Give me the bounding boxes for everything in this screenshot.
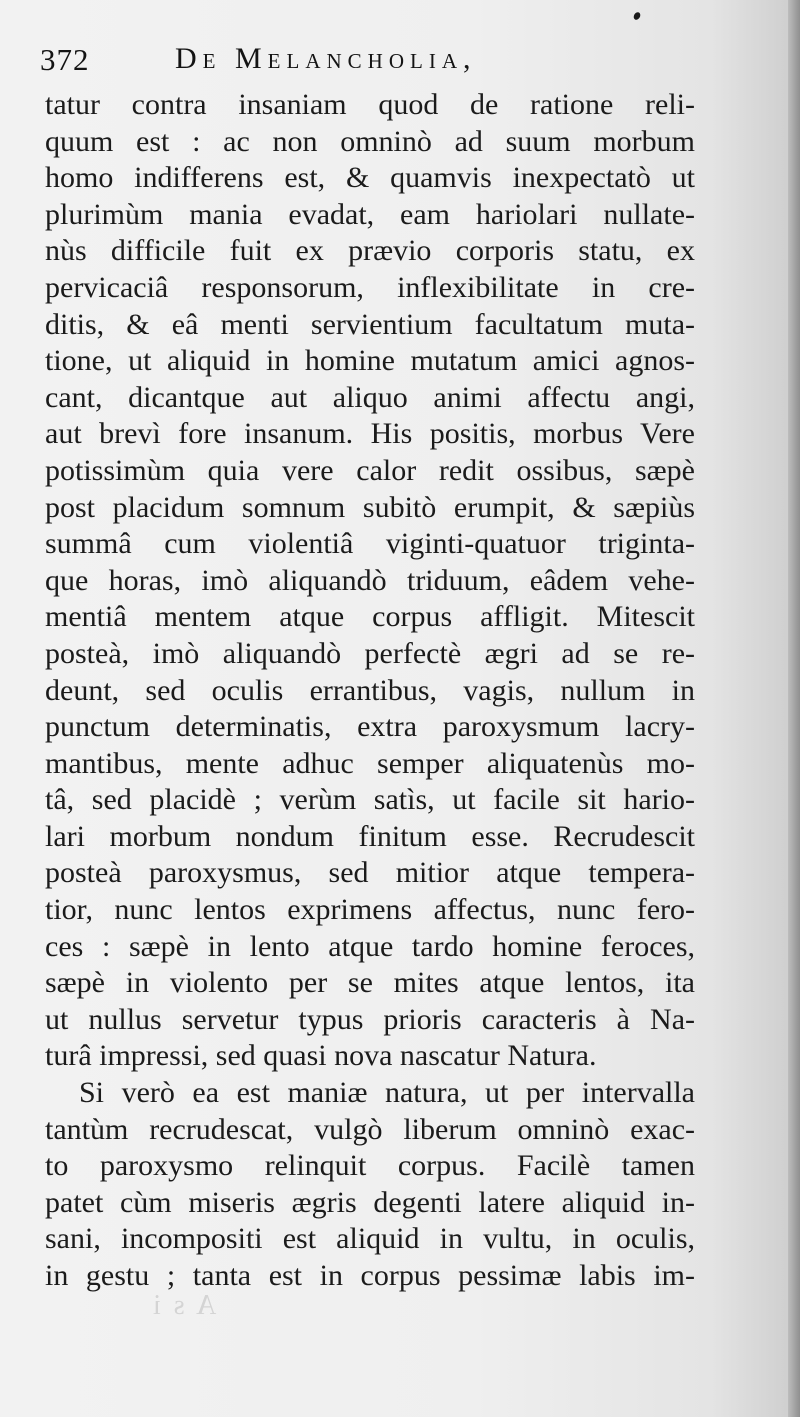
page-edge-shadow (788, 0, 800, 1417)
text-line: sæpè in violento per se mites atque lentos, ita (45, 966, 695, 1000)
text-line-paragraph-end: turâ impressi, sed quasi nova nascatur Natura. (45, 1039, 597, 1073)
text-line: tior, nunc lentos exprimens affectus, nunc fero- (45, 893, 695, 927)
text-line: post placidum somnum subitò erumpit, & sæpiùs (45, 490, 695, 524)
text-line: mentiâ mentem atque corpus affligit. Mitescit (45, 600, 695, 634)
text-line: ut nullus servetur typus prioris caracteris à Na- (45, 1002, 695, 1036)
ink-speck (632, 11, 641, 21)
running-head (40, 42, 740, 82)
text-line: lari morbum nondum finitum esse. Recrudescit (45, 819, 695, 853)
text-line: plurimùm mania evadat, eam hariolari nullate- (45, 197, 695, 231)
text-line: patet cùm miseris ægris degenti latere aliquid in- (45, 1185, 695, 1219)
text-line: tatur contra insaniam quod de ratione reli- (45, 88, 695, 121)
text-line-paragraph-start: Si verò ea est maniæ natura, ut per intervalla (79, 1076, 695, 1110)
text-line: tione, ut aliquid in homine mutatum amici agnos- (45, 344, 695, 378)
running-title: De Melancholia, (175, 42, 477, 75)
text-line: to paroxysmo relinquit corpus. Facilè tamen (45, 1149, 695, 1183)
text-line: in gestu ; tanta est in corpus pessimæ labis im- (45, 1259, 695, 1292)
text-line: posteà, imò aliquandò perfectè ægri ad se re- (45, 636, 695, 670)
text-line: cant, dicantque aut aliquo animi affectu angi, (45, 380, 695, 414)
text-line: aut brevì fore insanum. His positis, morbus Vere (45, 417, 695, 451)
text-line: punctum determinatis, extra paroxysmum lacry- (45, 710, 695, 744)
bleed-through-text: A s i (150, 1290, 217, 1321)
text-line: mantibus, mente adhuc semper aliquatenùs mo- (45, 746, 695, 780)
text-line: summâ cum violentiâ viginti-quatuor triginta- (45, 527, 695, 561)
text-line: quum est : ac non omninò ad suum morbum (45, 124, 695, 158)
text-line: posteà paroxysmus, sed mitior atque tempera- (45, 856, 695, 890)
text-line: homo indifferens est, & quamvis inexpectatò ut (45, 161, 695, 195)
text-line: sani, incompositi est aliquid in vultu, in oculis, (45, 1222, 695, 1256)
text-line: ditis, & eâ menti servientium facultatum muta- (45, 307, 695, 341)
text-line: pervicaciâ responsorum, inflexibilitate in cre- (45, 270, 695, 304)
body-text (45, 87, 695, 1295)
text-line: tâ, sed placidè ; verùm satìs, ut facile sit hario- (45, 783, 695, 817)
text-line: ces : sæpè in lento atque tardo homine feroces, (45, 929, 695, 963)
page-number: 372 (40, 42, 90, 77)
text-line: tantùm recrudescat, vulgò liberum omninò exac- (45, 1112, 695, 1146)
text-line: potissimùm quia vere calor redit ossibus, sæpè (45, 453, 695, 487)
text-line: deunt, sed oculis errantibus, vagis, nullum in (45, 673, 695, 707)
text-line: que horas, imò aliquandò triduum, eâdem vehe- (45, 563, 695, 597)
text-line: nùs difficile fuit ex prævio corporis statu, ex (45, 234, 695, 268)
